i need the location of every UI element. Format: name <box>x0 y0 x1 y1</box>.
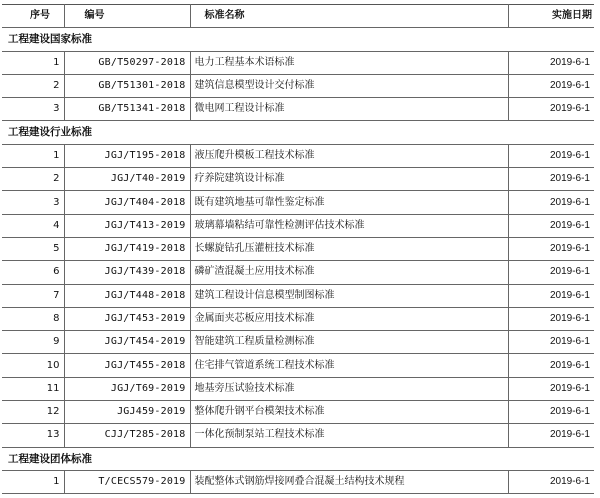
table-row <box>2 168 594 191</box>
section-header-row <box>2 28 594 51</box>
section-title: 工程建设国家标准 <box>2 28 594 51</box>
table-row <box>2 144 594 167</box>
table-header <box>2 5 594 28</box>
standard-code: JGJ459-2019 <box>64 401 190 424</box>
effective-date: 2019-6-1 <box>508 214 594 237</box>
standard-code: JGJ/T195-2018 <box>64 144 190 167</box>
row-number: 9 <box>2 331 64 354</box>
table-row <box>2 191 594 214</box>
table-row <box>2 401 594 424</box>
effective-date: 2019-6-1 <box>508 470 594 493</box>
standards-table <box>2 4 594 494</box>
standard-name: 液压爬升模板工程技术标准 <box>190 144 508 167</box>
row-number: 11 <box>2 377 64 400</box>
standard-name: 整体爬升钢平台模架技术标准 <box>190 401 508 424</box>
standard-code: JGJ/T413-2019 <box>64 214 190 237</box>
standard-name: 玻璃幕墙粘结可靠性检测评估技术标准 <box>190 214 508 237</box>
effective-date: 2019-6-1 <box>508 331 594 354</box>
row-number: 2 <box>2 74 64 97</box>
standard-name: 一体化预制泵站工程技术标准 <box>190 424 508 447</box>
header-code: 编号 <box>64 5 190 28</box>
standard-name: 电力工程基本术语标准 <box>190 51 508 74</box>
table-row <box>2 307 594 330</box>
table-row <box>2 284 594 307</box>
effective-date: 2019-6-1 <box>508 284 594 307</box>
table-body <box>2 28 594 494</box>
table-row <box>2 424 594 447</box>
standard-code: JGJ/T448-2018 <box>64 284 190 307</box>
effective-date: 2019-6-1 <box>508 51 594 74</box>
standard-code: JGJ/T453-2019 <box>64 307 190 330</box>
standard-name: 建筑工程设计信息模型制图标准 <box>190 284 508 307</box>
standard-code: JGJ/T454-2019 <box>64 331 190 354</box>
effective-date: 2019-6-1 <box>508 144 594 167</box>
standard-code: JGJ/T40-2019 <box>64 168 190 191</box>
header-no: 序号 <box>2 5 64 28</box>
effective-date: 2019-6-1 <box>508 307 594 330</box>
standard-code: CJJ/T285-2018 <box>64 424 190 447</box>
table-row <box>2 237 594 260</box>
standard-name: 装配整体式钢筋焊接网叠合混凝土结构技术规程 <box>190 470 508 493</box>
standard-name: 既有建筑地基可靠性鉴定标准 <box>190 191 508 214</box>
standard-name: 金属面夹芯板应用技术标准 <box>190 307 508 330</box>
table-row <box>2 331 594 354</box>
table-row <box>2 470 594 493</box>
effective-date: 2019-6-1 <box>508 424 594 447</box>
effective-date: 2019-6-1 <box>508 377 594 400</box>
row-number: 2 <box>2 168 64 191</box>
standard-code: GB/T51341-2018 <box>64 98 190 121</box>
row-number: 7 <box>2 284 64 307</box>
standard-name: 智能建筑工程质量检测标准 <box>190 331 508 354</box>
row-number: 3 <box>2 191 64 214</box>
effective-date: 2019-6-1 <box>508 401 594 424</box>
standard-name: 住宅排气管道系统工程技术标准 <box>190 354 508 377</box>
row-number: 10 <box>2 354 64 377</box>
table-row <box>2 51 594 74</box>
effective-date: 2019-6-1 <box>508 354 594 377</box>
standard-name: 长螺旋钻孔压灌桩技术标准 <box>190 237 508 260</box>
row-number: 1 <box>2 144 64 167</box>
row-number: 12 <box>2 401 64 424</box>
standard-code: JGJ/T404-2018 <box>64 191 190 214</box>
section-header-row <box>2 447 594 470</box>
effective-date: 2019-6-1 <box>508 191 594 214</box>
header-date: 实施日期 <box>508 5 594 28</box>
table-row <box>2 98 594 121</box>
section-title: 工程建设行业标准 <box>2 121 594 144</box>
standard-name: 微电网工程设计标准 <box>190 98 508 121</box>
standard-code: JGJ/T455-2018 <box>64 354 190 377</box>
table-row <box>2 74 594 97</box>
row-number: 13 <box>2 424 64 447</box>
row-number: 8 <box>2 307 64 330</box>
effective-date: 2019-6-1 <box>508 261 594 284</box>
effective-date: 2019-6-1 <box>508 74 594 97</box>
table-row <box>2 377 594 400</box>
row-number: 1 <box>2 51 64 74</box>
standard-name: 磷矿渣混凝土应用技术标准 <box>190 261 508 284</box>
effective-date: 2019-6-1 <box>508 237 594 260</box>
standard-code: T/CECS579-2019 <box>64 470 190 493</box>
effective-date: 2019-6-1 <box>508 98 594 121</box>
section-title: 工程建设团体标准 <box>2 447 594 470</box>
table-row <box>2 214 594 237</box>
standard-code: JGJ/T69-2019 <box>64 377 190 400</box>
effective-date: 2019-6-1 <box>508 168 594 191</box>
table-row <box>2 354 594 377</box>
section-header-row <box>2 121 594 144</box>
standard-name: 疗养院建筑设计标准 <box>190 168 508 191</box>
standard-name: 建筑信息模型设计交付标准 <box>190 74 508 97</box>
row-number: 4 <box>2 214 64 237</box>
row-number: 5 <box>2 237 64 260</box>
table-row <box>2 261 594 284</box>
standard-name: 地基旁压试验技术标准 <box>190 377 508 400</box>
header-name: 标准名称 <box>190 5 508 28</box>
standard-code: GB/T50297-2018 <box>64 51 190 74</box>
standard-code: JGJ/T439-2018 <box>64 261 190 284</box>
row-number: 6 <box>2 261 64 284</box>
standard-code: JGJ/T419-2018 <box>64 237 190 260</box>
row-number: 1 <box>2 470 64 493</box>
row-number: 3 <box>2 98 64 121</box>
header-row <box>2 5 594 28</box>
standard-code: GB/T51301-2018 <box>64 74 190 97</box>
